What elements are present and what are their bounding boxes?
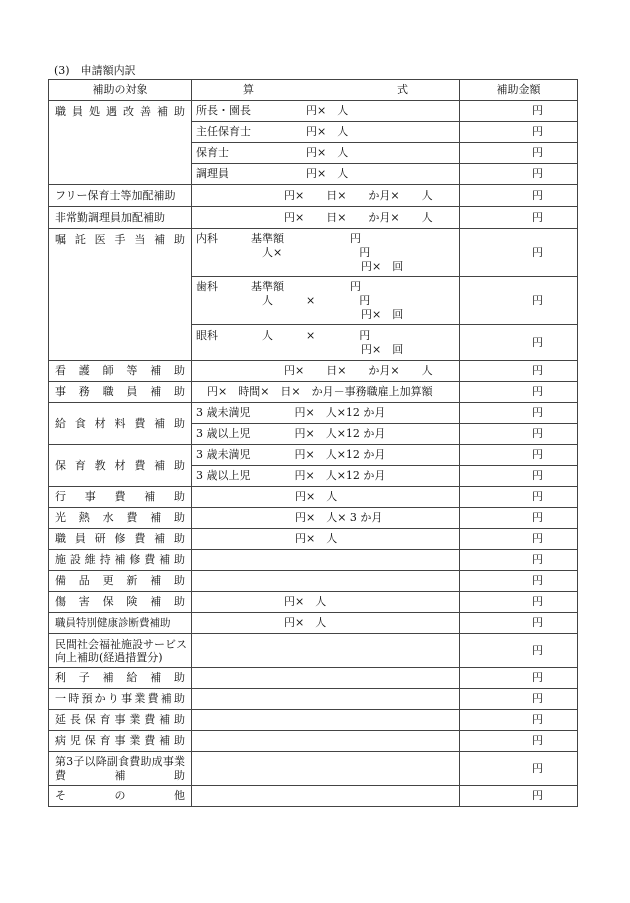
header-row	[49, 80, 578, 101]
row-label: 職員処遇改善補助	[49, 101, 192, 185]
formula-cell: 調理員 円× 人	[192, 164, 460, 185]
table-row	[49, 207, 578, 229]
table-row	[49, 571, 578, 592]
amount-cell: 円	[460, 592, 578, 613]
row-label: 備品更新補助	[49, 571, 192, 592]
row-label: フリー保育士等加配補助	[49, 185, 192, 207]
formula-cell	[192, 786, 460, 807]
formula-cell: 眼科 人 × 円 円× 回	[192, 325, 460, 361]
row-label: 行事費補助	[49, 487, 192, 508]
row-label: 第3子以降副食費助成事業費補助	[49, 752, 192, 786]
table-row	[49, 529, 578, 550]
formula-cell: 3 歳以上児 円× 人×12 か月	[192, 424, 460, 445]
table-row	[49, 710, 578, 731]
row-label: 施設維持補修費補助	[49, 550, 192, 571]
row-label: その他	[49, 786, 192, 807]
amount-cell: 円	[460, 731, 578, 752]
amount-cell: 円	[460, 185, 578, 207]
amount-cell: 円	[460, 571, 578, 592]
table-row	[49, 361, 578, 382]
row-label: 延長保育事業費補助	[49, 710, 192, 731]
table-row	[49, 689, 578, 710]
amount-cell: 円	[460, 550, 578, 571]
row-label: 事務職員補助	[49, 382, 192, 403]
formula-cell: 3 歳未満児 円× 人×12 か月	[192, 445, 460, 466]
row-label: 光熱水費補助	[49, 508, 192, 529]
section-title: (3) 申請額内訳	[54, 64, 136, 77]
formula-cell: 円× 人	[192, 487, 460, 508]
table-row	[49, 752, 578, 786]
formula-cell: 円× 日× か月× 人	[192, 361, 460, 382]
table-row	[49, 634, 578, 668]
formula-cell: 円× 人	[192, 613, 460, 634]
header-formula: 算 式	[192, 80, 460, 101]
subsidy-breakdown-table	[48, 79, 578, 807]
amount-cell: 円	[460, 466, 578, 487]
table-row	[49, 613, 578, 634]
amount-cell: 円	[460, 529, 578, 550]
amount-cell: 円	[460, 229, 578, 277]
formula-cell: 3 歳以上児 円× 人×12 か月	[192, 466, 460, 487]
table-row	[49, 185, 578, 207]
row-label: 民間社会福祉施設サービス向上補助(経過措置分)	[49, 634, 192, 668]
formula-cell	[192, 689, 460, 710]
header-target: 補助の対象	[49, 80, 192, 101]
table-row	[49, 445, 578, 466]
table-row	[49, 382, 578, 403]
row-label: 傷害保険補助	[49, 592, 192, 613]
formula-cell	[192, 550, 460, 571]
formula-cell: 円× 人	[192, 529, 460, 550]
amount-cell: 円	[460, 143, 578, 164]
amount-cell: 円	[460, 325, 578, 361]
table-row	[49, 592, 578, 613]
row-label: 病児保育事業費補助	[49, 731, 192, 752]
table-row	[49, 487, 578, 508]
formula-cell: 所長・園長 円× 人	[192, 101, 460, 122]
amount-cell: 円	[460, 122, 578, 143]
table-row	[49, 403, 578, 424]
table-row	[49, 508, 578, 529]
row-label: 一時預かり事業費補助	[49, 689, 192, 710]
amount-cell: 円	[460, 613, 578, 634]
amount-cell: 円	[460, 752, 578, 786]
formula-cell	[192, 731, 460, 752]
row-label: 保育教材費補助	[49, 445, 192, 487]
table-row	[49, 229, 578, 277]
formula-cell: 保育士 円× 人	[192, 143, 460, 164]
header-amount: 補助金額	[460, 80, 578, 101]
row-label: 職員研修費補助	[49, 529, 192, 550]
amount-cell: 円	[460, 689, 578, 710]
formula-cell: 円× 時間× 日× か月－事務職雇上加算額	[192, 382, 460, 403]
formula-cell	[192, 634, 460, 668]
amount-cell: 円	[460, 277, 578, 325]
amount-cell: 円	[460, 487, 578, 508]
table-row	[49, 668, 578, 689]
formula-cell: 円× 日× か月× 人	[192, 185, 460, 207]
amount-cell: 円	[460, 101, 578, 122]
amount-cell: 円	[460, 668, 578, 689]
amount-cell: 円	[460, 634, 578, 668]
row-label: 職員特別健康診断費補助	[49, 613, 192, 634]
amount-cell: 円	[460, 508, 578, 529]
formula-cell: 主任保育士 円× 人	[192, 122, 460, 143]
formula-cell: 円× 日× か月× 人	[192, 207, 460, 229]
formula-cell	[192, 710, 460, 731]
formula-cell: 3 歳未満児 円× 人×12 か月	[192, 403, 460, 424]
table-row	[49, 101, 578, 122]
amount-cell: 円	[460, 786, 578, 807]
table-row	[49, 786, 578, 807]
amount-cell: 円	[460, 361, 578, 382]
formula-cell: 歯科 基準額 円 人 × 円 円× 回	[192, 277, 460, 325]
row-label: 非常勤調理員加配補助	[49, 207, 192, 229]
amount-cell: 円	[460, 207, 578, 229]
amount-cell: 円	[460, 710, 578, 731]
formula-cell	[192, 571, 460, 592]
table-row	[49, 550, 578, 571]
row-label: 利子補給補助	[49, 668, 192, 689]
row-label: 給食材料費補助	[49, 403, 192, 445]
row-label: 嘱託医手当補助	[49, 229, 192, 361]
formula-cell: 円× 人× 3 か月	[192, 508, 460, 529]
formula-cell	[192, 668, 460, 689]
amount-cell: 円	[460, 164, 578, 185]
amount-cell: 円	[460, 424, 578, 445]
table-row	[49, 731, 578, 752]
row-label: 看護師等補助	[49, 361, 192, 382]
formula-cell: 内科 基準額 円 人× 円 円× 回	[192, 229, 460, 277]
formula-cell	[192, 752, 460, 786]
amount-cell: 円	[460, 403, 578, 424]
formula-cell: 円× 人	[192, 592, 460, 613]
amount-cell: 円	[460, 382, 578, 403]
amount-cell: 円	[460, 445, 578, 466]
